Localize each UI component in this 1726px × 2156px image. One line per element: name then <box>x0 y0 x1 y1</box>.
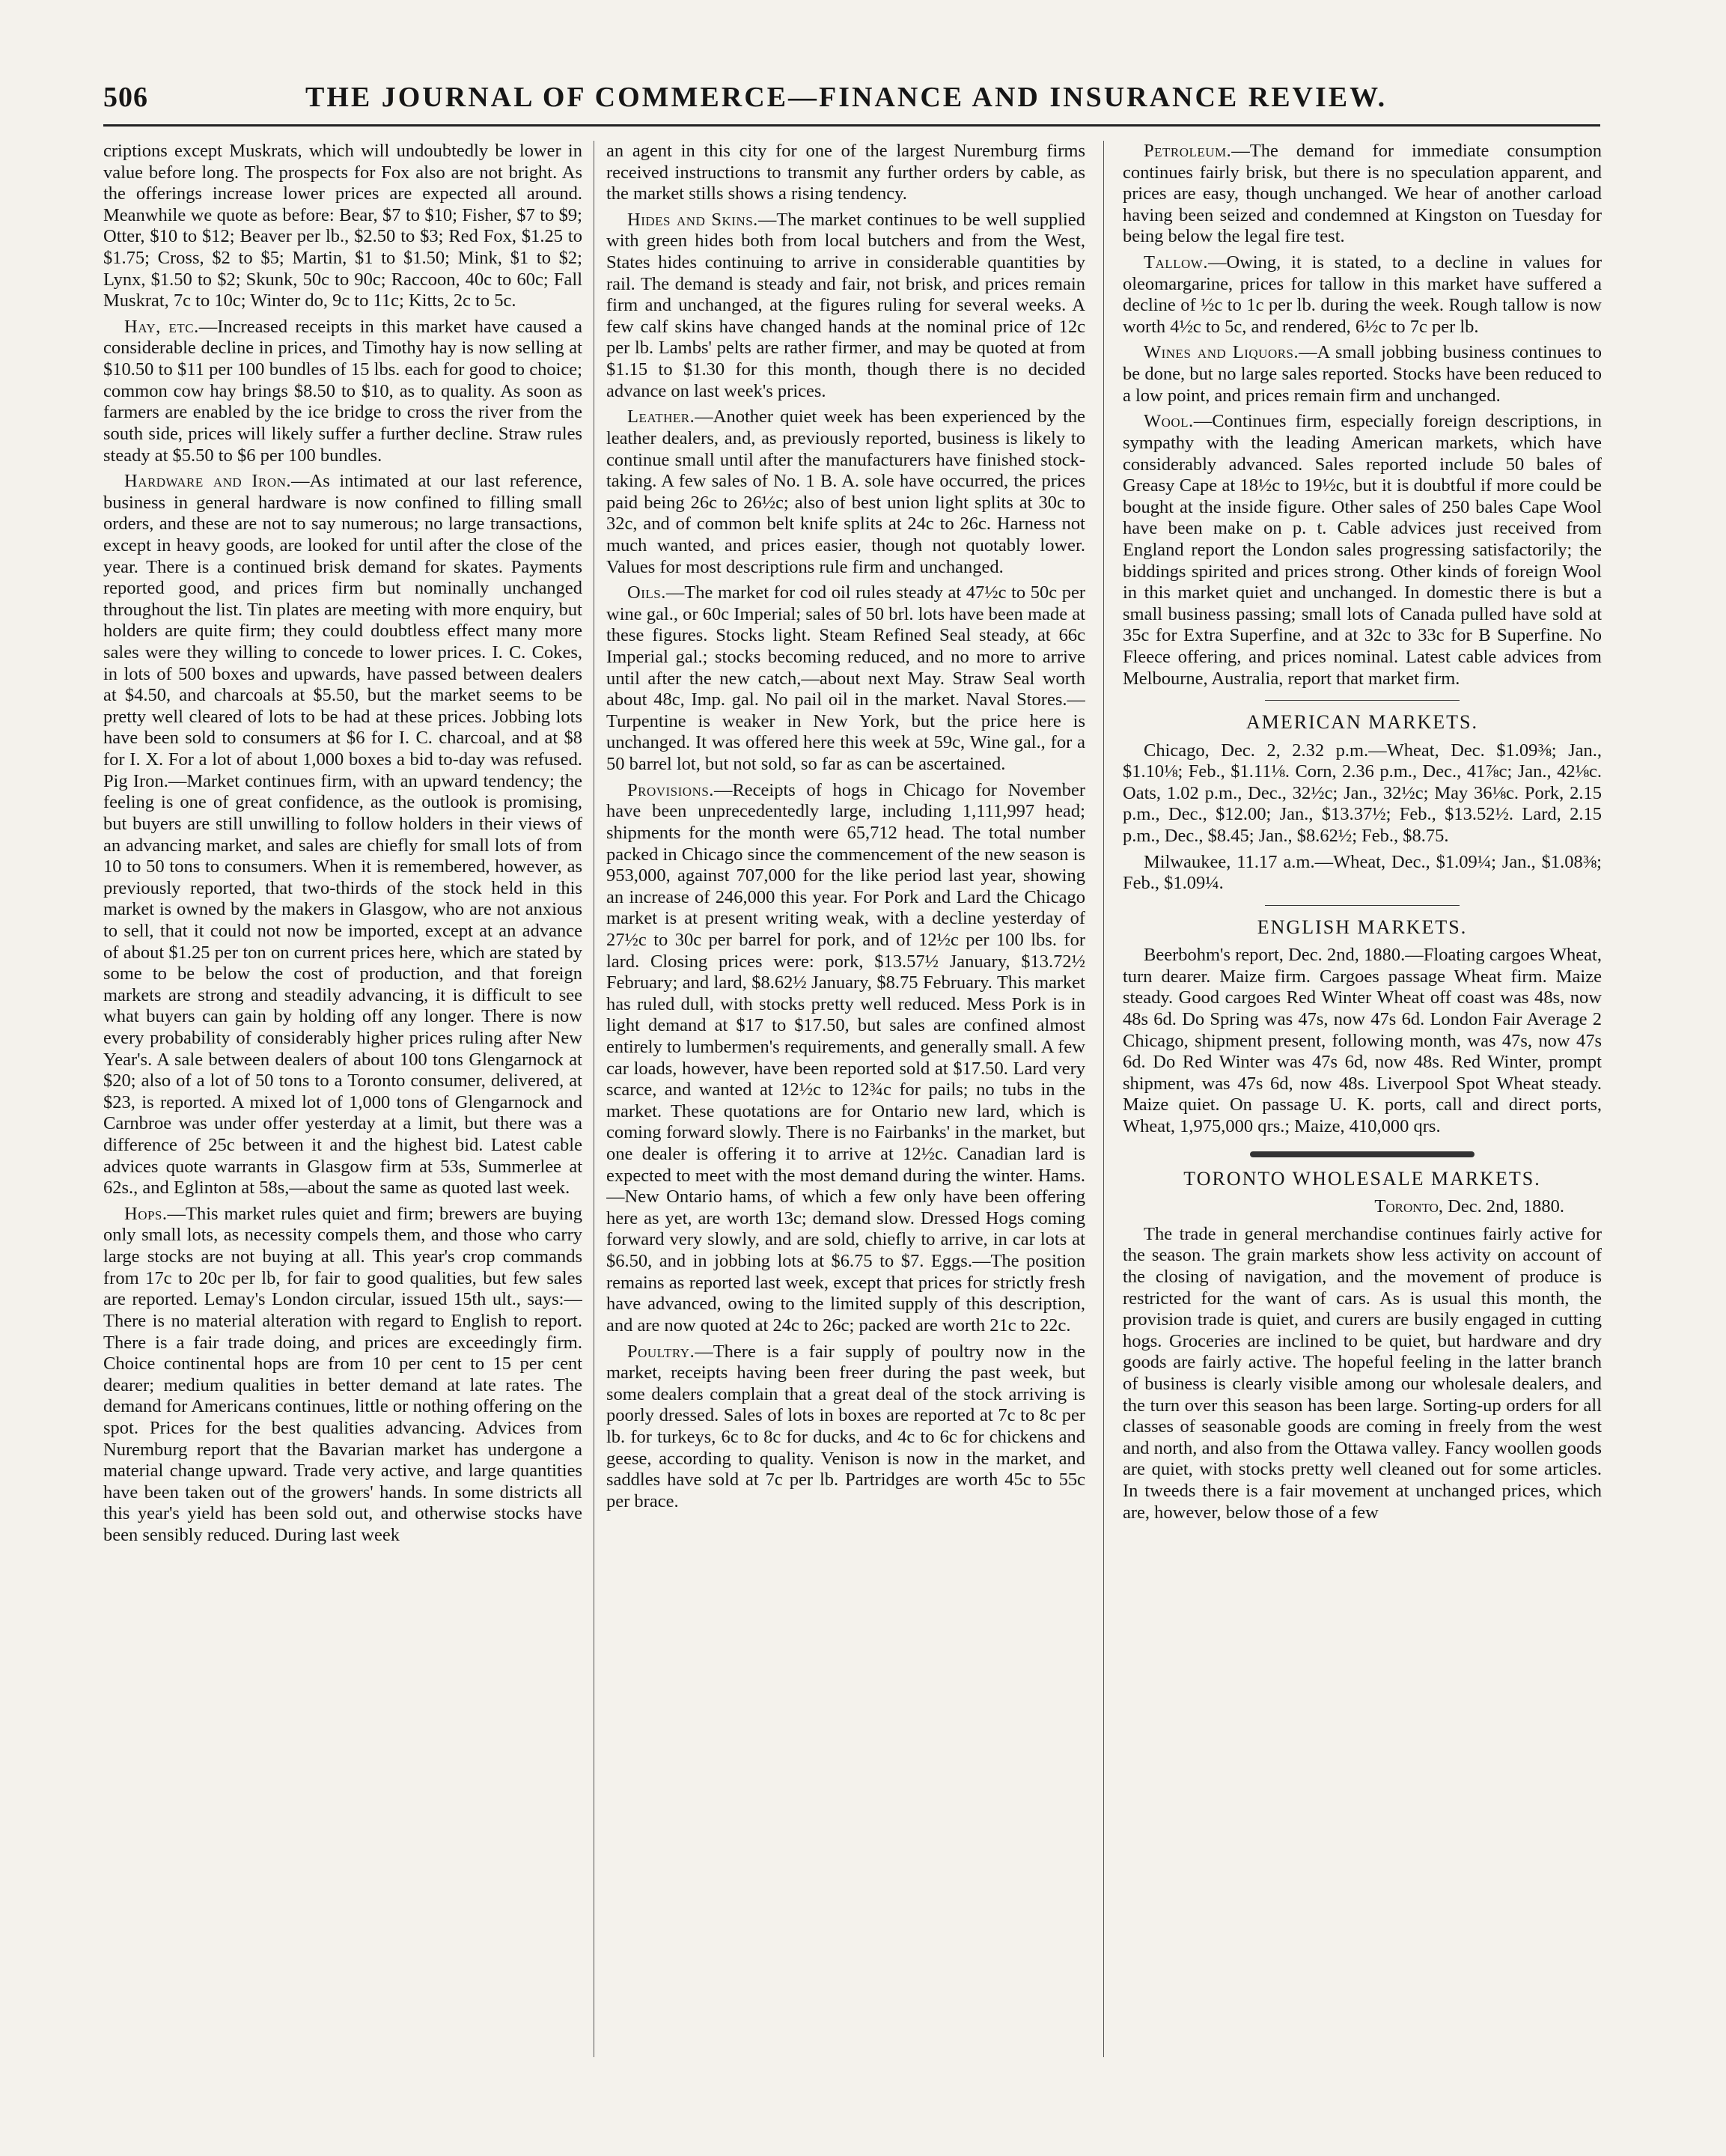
wines-text: —A small jobbing business continues to be done, but no large sales reported. Stocks have been reduced to a low point, and prices remain firm and unchanged. <box>1123 342 1602 406</box>
ornament-divider <box>1250 1151 1475 1157</box>
american-divider <box>1265 700 1460 701</box>
leather-text: —Another quiet week has been experienced by the leather dealers, and, as previously reported, business is likely to continue small until after the manufacturers have finished stock-taking. A few sales of No. 1 B. A. sole have occurred, the prices paid being 26c to 26½c; also of best union light splits at 30c to 32c, and of common belt knife splits at 24c to 26c. Harness not much wanted, and prices easier, though not quotably lower. Values for most descriptions rule firm and unchanged. <box>606 406 1085 577</box>
hops-text: —This market rules quiet and firm; brewers are buying only small lots, as necessity compels them, and those who carry large stocks are not buying at all. This year's crop commands from 17c to 20c per lb, for fair to good qualities, but few sales are reported. Lemay's London circular, issued 15th ult., says:—There is no material alteration with regard to English to report. There is a fair trade doing, and prices are exceedingly firm. Choice continental hops are from 10 per cent to 15 per cent dearer; medium qualities in better demand at late rates. The demand for Americans continues, little or nothing offering on the spot. Prices for the best qualities advancing. Advices from Nuremburg report that the Bavarian market has undergone a material change upward. Trade very active, and large quantities have been taken out of the growers' hands. In some districts all this year's yield has been sold out, and otherwise stocks have been sensibly reduced. During last week <box>103 1203 582 1545</box>
petroleum-paragraph <box>1123 141 1602 248</box>
english-divider <box>1265 905 1460 906</box>
page-number: 506 <box>103 82 148 113</box>
hops-continuation: an agent in this city for one of the largest Nuremburg firms received instructions to transmit any further orders by cable, as the market stills shows a rising tendency. <box>606 141 1085 204</box>
tallow-paragraph <box>1123 252 1602 338</box>
poultry-paragraph <box>606 1342 1085 1513</box>
hardware-paragraph <box>103 471 582 1199</box>
tallow-lead: Tallow. <box>1144 252 1208 273</box>
oils-text: —The market for cod oil rules steady at 47½c to 50c per wine gal., or 60c Imperial; sales of 50 brl. lots have been made at these figures. Stocks light. Steam Refined Seal steady, at 66c Imperial gal.; stocks becoming reduced, and no more to arrive until after the new catch,—about next May. Straw Seal worth about 48c, Imp. gal. No pail oil in the market. Naval Stores.—Turpentine is weaker in New York, but the price here is unchanged. It was offered here this week at 59c, Wine gal., for a 50 barrel lot, but not sold, so far as can be ascertained. <box>606 582 1085 775</box>
journal-title: THE JOURNAL OF COMMERCE—FINANCE AND INSURANCE REVIEW. <box>305 82 1388 113</box>
chicago-paragraph: Chicago, Dec. 2, 2.32 p.m.—Wheat, Dec. $1.09⅜; Jan., $1.10⅛; Feb., $1.11⅛. Corn, 2.36 p.m., Dec., 41⅞c; Jan., 42⅛c. Oats, 1.02 p.m., Dec., 32½c; Jan., 32½c; May 36⅛c. Pork, 2.15 p.m., Dec., $12.00; Jan., $13.37½; Feb., $13.52½. Lard, 2.15 p.m., Dec., $8.45; Jan., $8.62½; Feb., $8.75. <box>1123 740 1602 847</box>
hides-text: —The market continues to be well supplied with green hides both from local butchers and from the West, States hides continuing to arrive in considerable quantities by rail. The demand is steady and fair, not brisk, and prices remain firm and unchanged, at the figures ruling for several weeks. A few calf skins have changed hands at the nominal price of 12c per lb. Lambs' pelts are rather firmer, and may be quoted at from $1.15 to $1.30 for this month, though there is no decided advance on last week's prices. <box>606 209 1085 401</box>
hay-text: —Increased receipts in this market have caused a considerable decline in prices, and Timothy hay is now selling at $10.50 to $11 per 100 bundles of 15 lbs. each for good to choice; common cow hay brings $8.50 to $10, as to quality. As soon as farmers are enabled by the ice bridge to cross the river from the south side, prices will likely suffer a further decline. Straw rules steady at $5.50 to $6 per 100 bundles. <box>103 316 582 466</box>
milwaukee-paragraph: Milwaukee, 11.17 a.m.—Wheat, Dec., $1.09¼; Jan., $1.08⅜; Feb., $1.09¼. <box>1123 851 1602 894</box>
leather-paragraph <box>606 406 1085 578</box>
poultry-lead: Poultry. <box>627 1341 695 1362</box>
header-rule <box>103 124 1600 127</box>
wool-lead: Wool. <box>1144 411 1194 432</box>
oils-paragraph <box>606 582 1085 775</box>
toronto-paragraph: The trade in general merchandise continues fairly active for the season. The grain markets show less activity on account of the closing of navigation, and the movement of produce is restricted for the want of cars. As is usual this month, the provision trade is quiet, and curers are busily engaged in cutting hogs. Groceries are inclined to be quiet, but hardware and dry goods are fairly active. The hopeful feeling in the latter branch of business is clearly visible among our wholesale dealers, and the turn over this season has been large. Sorting-up orders for all classes of seasonable goods are coming in freely from the west and north, and also from the Ottawa valley. Fancy woollen goods are quiet, with stocks pretty well cleaned out for some articles. In tweeds there is a fair movement at unchanged prices, which are, however, below those of a few <box>1123 1223 1602 1523</box>
hops-lead: Hops. <box>124 1203 168 1224</box>
hay-paragraph <box>103 317 582 466</box>
page-header <box>103 81 1600 120</box>
poultry-text: —There is a fair supply of poultry now in the market, receipts having been freer during the past week, but some dealers complain that a great deal of the stock arriving is poorly dressed. Sales of lots in boxes are reported at 7c to 8c per lb. for turkeys, 6c to 8c for ducks, and 4c to 6c for chickens and geese, according to quality. Venison is now in the market, and saddles have sold at 7c per lb. Partridges are worth 45c to 55c per brace. <box>606 1341 1085 1511</box>
furs-paragraph: criptions except Muskrats, which will undoubtedly be lower in value before long. The prospects for Fox also are not bright. As the offerings increase lower prices are expected all around. Meanwhile we quote as before: Bear, $7 to $10; Fisher, $7 to $9; Otter, $10 to $12; Beaver per lb., $2.50 to $3; Red Fox, $1.25 to $1.75; Cross, $2 to $5; Martin, $1 to $1.50; Mink, $1 to $2; Lynx, $1.50 to $2; Skunk, 50c to 90c; Raccoon, 40c to 60c; Fall Muskrat, 7c to 10c; Winter do, 9c to 11c; Kitts, 2c to 5c. <box>103 141 582 311</box>
wool-paragraph <box>1123 411 1602 689</box>
dateline-city: Toronto, <box>1374 1196 1444 1217</box>
wool-text: —Continues firm, especially foreign descriptions, in sympathy with the leading American markets, which have considerably advanced. Sales reported include 50 bales of Greasy Cape at 18½c to 19½c, but it is doubtful if more could be bought at the inside figure. Other sales of 250 bales Cape Wool have been make on p. t. Cable advices just received from England report the London sales progressing satisfactorily; the biddings spirited and prices strong. Other kinds of foreign Wool in this market quiet and unchanged. In domestic there is but a small business passing; small lots of Canada pulled have sold at 35c for Extra Superfine, and at 32c to 33c for B Superfine. No Fleece offering, and prices nominal. Latest cable advices from Melbourne, Australia, report that market firm. <box>1123 411 1602 689</box>
oils-lead: Oils. <box>627 582 666 603</box>
toronto-dateline <box>1123 1196 1564 1218</box>
hardware-text: —As intimated at our last reference, business in general hardware is now confined to filling small orders, and these are not to say numerous; no large transactions, except in heavy goods, are looked for until after the close of the year. There is a continued brisk demand for skates. Payments reported good, and prices firm but nominally unchanged throughout the list. Tin plates are meeting with more enquiry, but holders are quite firm; they could doubtless effect many more sales were they willing to concede to lower prices. I. C. Cokes, in lots of 500 boxes and upwards, have passed between dealers at $4.50, and charcoals at $5.50, but the market seems to be pretty well cleared of lots to be had at these prices. Jobbing lots have been sold to consumers at $6 for I. C. charcoal, and at $8 for I. X. For a lot of about 1,000 boxes a bid to-day was refused. Pig Iron.—Market continues firm, with an upward tendency; the feeling is one of great confidence, as the outlook is promising, but buyers are still unwilling to follow holders in their views of an advancing market, and sales are chiefly for small lots of from 10 to 50 tons to consumers. When it is remembered, however, as previously reported, that two-thirds of the stock held in this market is owned by the makers in Glasgow, who are not anxious to sell, that it could not now be imported, except at an advance of about $1.25 per ton on current prices here, which are stated by some to be below the cost of production, and that foreign markets are strong and steadily advancing, it is difficult to see what buyers can gain by holding off any longer. There is now every probability of considerably higher prices ruling after New Year's. A sale between dealers of about 100 tons Glengarnock at $20; also of a lot of 50 tons to a Toronto consumer, delivered, at $23, is reported. A mixed lot of 1,000 tons of Glengarnock and Carnbroe was under offer yesterday at a limit, but there was a difference of 25c between it and the highest bid. Latest cable advices quote warrants in Glasgow firm at 53s, Summerlee at 62s., and Eglinton at 58s,—about the same as quoted last week. <box>103 471 582 1199</box>
hay-lead: Hay, etc. <box>124 316 199 337</box>
petroleum-text: —The demand for immediate consumption continues fairly brisk, but there is no speculation apparent, and prices are easy, though unchanged. We hear of another carload having been seized and condemned at Kingston on Tuesday for being below the legal fire test. <box>1123 141 1602 247</box>
tallow-text: —Owing, it is stated, to a decline in values for oleomargarine, prices for tallow in this market have suffered a decline of ½c to 1c per lb. during the week. Rough tallow is now worth 4½c to 5c, and rendered, 6½c to 7c per lb. <box>1123 252 1602 337</box>
hides-lead: Hides and Skins. <box>627 209 758 230</box>
english-markets-heading: ENGLISH MARKETS. <box>1257 916 1468 938</box>
provisions-paragraph <box>606 780 1085 1337</box>
hops-paragraph <box>103 1204 582 1547</box>
column-1 <box>103 141 582 2087</box>
toronto-markets-heading: TORONTO WHOLESALE MARKETS. <box>1183 1167 1541 1190</box>
wines-lead: Wines and Liquors. <box>1144 342 1299 363</box>
hides-paragraph <box>606 210 1085 402</box>
column-3 <box>1123 141 1602 2087</box>
provisions-lead: Provisions. <box>627 779 714 800</box>
leather-lead: Leather. <box>627 406 695 427</box>
hardware-lead: Hardware and Iron. <box>124 471 292 492</box>
column-2 <box>606 141 1085 2087</box>
column-rule-right <box>1103 141 1104 2057</box>
beerbohm-paragraph: Beerbohm's report, Dec. 2nd, 1880.—Floating cargoes Wheat, turn dearer. Maize firm. Cargoes passage Wheat firm. Maize steady. Good cargoes Red Winter Wheat off coast was 48s, now 48s 6d. Do Spring was 47s, now 47s 6d. London Fair Average 2 Chicago, shipment present, following month, was 47s, now 47s 6d. Do Red Winter was 47s 6d, now 48s. Red Winter, prompt shipment, was 47s 6d, now 48s. Liverpool Spot Wheat steady. Maize quiet. On passage U. K. ports, call and direct ports, Wheat, 1,975,000 qrs.; Maize, 410,000 qrs. <box>1123 945 1602 1137</box>
american-markets-heading: AMERICAN MARKETS. <box>1246 711 1478 734</box>
dateline-date: Dec. 2nd, 1880. <box>1448 1196 1564 1217</box>
provisions-text: —Receipts of hogs in Chicago for November have been unprecedentedly large, including 1,111,997 head; shipments for the month were 65,712 head. The total number packed in Chicago since the commencement of the new season is 953,000, against 707,000 for the like period last year, showing an increase of 246,000 this year. For Pork and Lard the Chicago market is at present writing weak, with a decline yesterday of 27½c to 30c per barrel for pork, and of 12½c per 100 lbs. for lard. Closing prices were: pork, $13.57½ January, $13.72½ February; and lard, $8.62½ January, $8.75 February. This market has ruled dull, with stocks pretty well reduced. Mess Pork is in light demand at $17 to $17.50, but sales are confined almost entirely to lumbermen's requirements, and generally small. A few car loads, however, have been reported sold at $17.50. Lard very scarce, and wanted at 12½c to 12¾c for pails; no tubs in the market. These quotations are for Ontario new lard, which is coming forward slowly. There is no Fairbanks' in the market, but one dealer is offering it to arrive at 12½c. Canadian lard is expected to meet with the most demand during the winter. Hams.—New Ontario hams, of which a few only have been offering here as yet, are worth 13c; demand slow. Dressed Hogs coming forward very slowly, and are sold, chiefly to arrive, in car lots at $6.50, and in jobbing lots at $6.75 to $7. Eggs.—The position remains as reported last week, except that prices for strictly fresh have advanced, owing to the limited supply of this description, and are now quoted at 24c to 26c; packed are worth 21c to 22c. <box>606 779 1085 1336</box>
wines-paragraph <box>1123 342 1602 406</box>
petroleum-lead: Petroleum. <box>1144 141 1232 161</box>
